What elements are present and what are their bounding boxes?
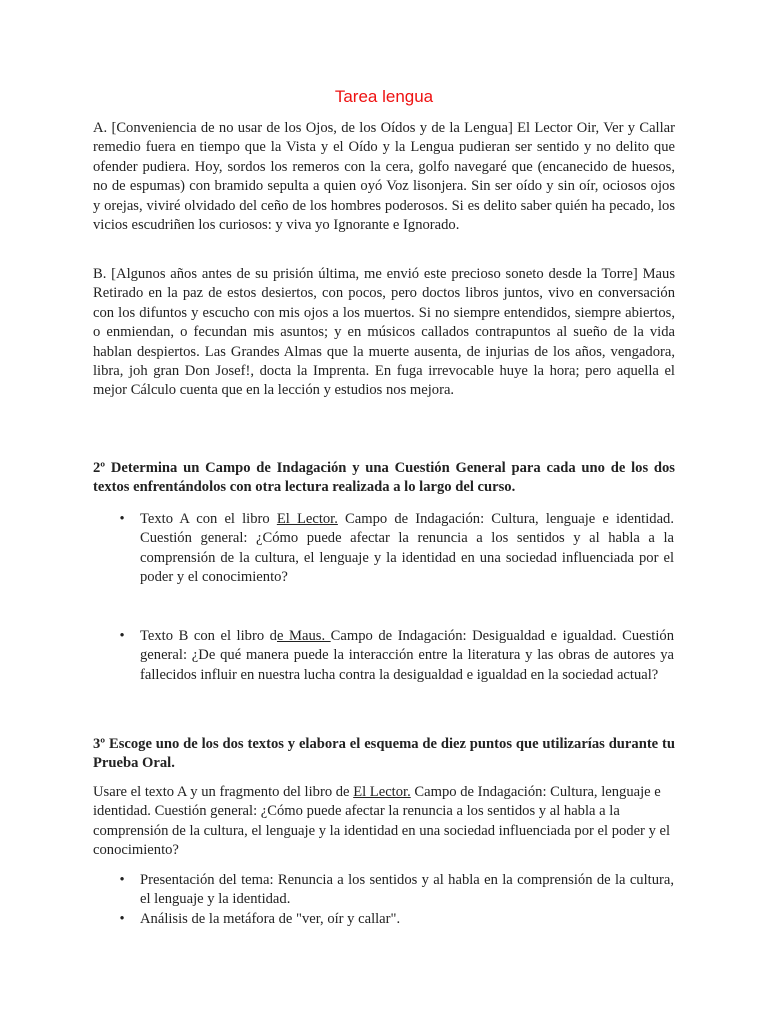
item-a-book-title: El Lector. xyxy=(276,511,338,527)
list-item-text-b xyxy=(140,627,674,685)
bullet-outline-2: • xyxy=(119,911,125,927)
bullet-item-b: • xyxy=(119,628,125,644)
item-b-prefix: Texto B con el libro d xyxy=(140,628,277,644)
paragraph-text-b: B. [Algunos años antes de su prisión última, me envió este precioso soneto desde la Torre] Maus Retirado en la paz de estos desiertos, con pocos, pero doctos libros juntos, vivo en conversación con los difuntos y escucho con mis ojos a los muertos. Si no siempre entendidos, siempre abiertos, o enmiendan, o fecundan mis asuntos; y en músicos callados contrapuntos al sueño de la vida hablan despiertos. Las Grandes Almas que la muerte ausenta, de injurias de los años, vengadora, libra, joh gran Don Josef!, docta la Imprenta. En fuga irrevocable huye la hora; pero aquella el mejor Cálculo cuenta que en la lección y estudios nos mejora. xyxy=(93,266,675,399)
question-3-heading: 3º Escoge uno de los dos textos y elabora el esquema de diez puntos que utilizarías durante tu Prueba Oral. xyxy=(93,736,675,772)
item-b-book-title: e Maus. xyxy=(276,628,331,644)
paragraph-text-a: A. [Conveniencia de no usar de los Ojos, de los Oídos y de la Lengua] El Lector Oir, Ver y Callar remedio fuera en tiempo que la Vista y el Oído y la Lengua pudieran ser sentido y no delito que ofender pudiera. Hoy, sordos los remeros con la cera, golfo navegaré que (encanecido de huesos, no de espumas) con bramido sepulta a quien oyó Voz lisonjera. Sin ser oído y sin oír, ociosos ojos y orejas, viviré olvidado del ceño de los hombres poderosos. Si es delito saber quién ha pecado, los vicios escudriñen los curiosos: y viva yo Ignorante e Ignorado. xyxy=(93,120,675,234)
list-item-text-a xyxy=(140,510,674,588)
bullet-item-a: • xyxy=(119,511,125,527)
document-title: Tarea lengua xyxy=(334,87,434,106)
answer-3-rest: Campo de Indagación: Cultura, lenguaje e identidad. Cuestión general: ¿Cómo puede afectar la renuncia a los sentidos y al habla a la comprensión de la cultura, el lenguaje y la identidad en una sociedad influenciada por el poder y el conocimiento? xyxy=(93,784,671,859)
answer-3-prefix: Usare el texto A y un fragmento del libro de xyxy=(93,784,354,800)
item-a-rest: Campo de Indagación: Cultura, lenguaje e identidad. Cuestión general: ¿Cómo puede afectar la renuncia a los sentidos y al habla a la comprensión de la cultura, el lenguaje y la identidad en una sociedad influenciada por el poder y el conocimiento? xyxy=(140,511,674,586)
item-b-rest: Campo de Indagación: Desigualdad e igualdad. Cuestión general: ¿De qué manera puede la interacción entre la literatura y las obras de autores ya fallecidos influir en nuestra lucha contra la desigualdad e igualdad en la sociedad actual? xyxy=(140,628,674,683)
answer-3-paragraph xyxy=(93,783,675,861)
item-a-prefix: Texto A con el libro xyxy=(140,511,277,527)
outline-item-2: Análisis de la metáfora de "ver, oír y callar". xyxy=(140,911,401,927)
question-2-heading: 2º Determina un Campo de Indagación y una Cuestión General para cada uno de los dos textos enfrentándolos con otra lectura realizada a lo largo del curso. xyxy=(93,460,675,496)
outline-item-1: Presentación del tema: Renuncia a los sentidos y al habla en la comprensión de la cultura, el lenguaje y la identidad. xyxy=(140,872,674,908)
bullet-outline-1: • xyxy=(119,872,125,888)
answer-3-book-title: El Lector. xyxy=(353,784,411,800)
